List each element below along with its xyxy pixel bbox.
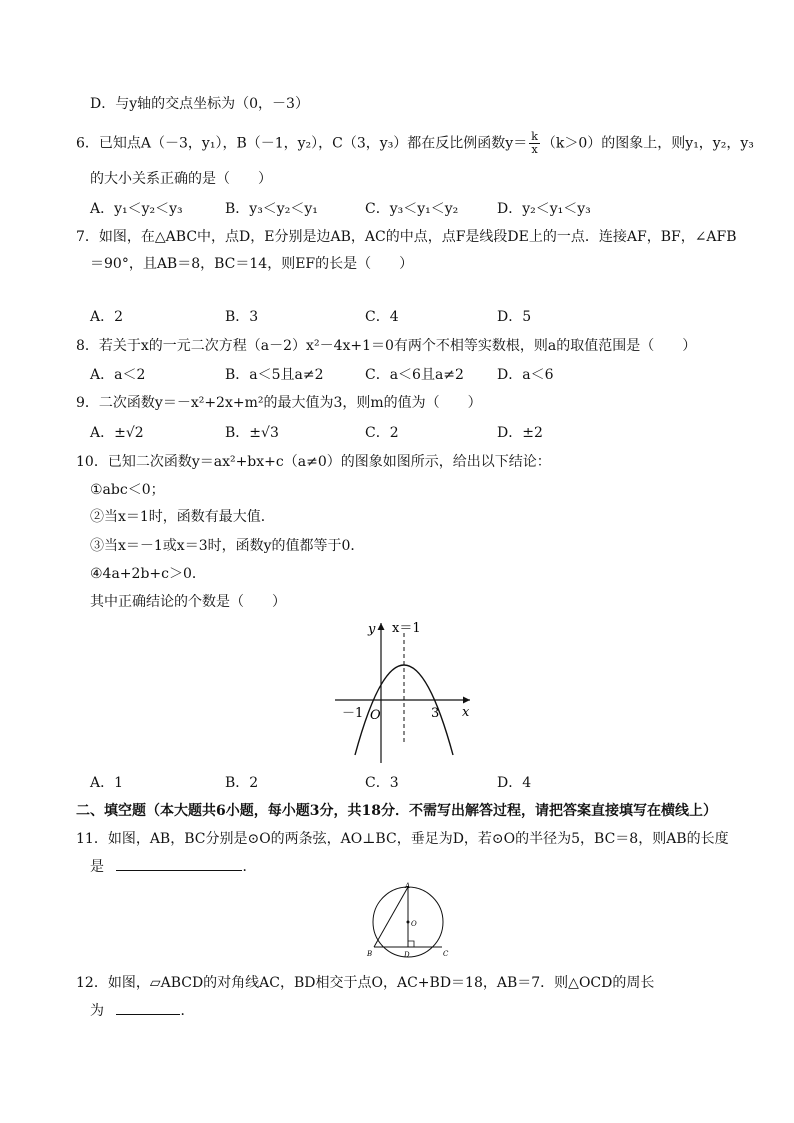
q6-fraction-denominator: x xyxy=(531,143,538,156)
q10-option-b: B．2 xyxy=(225,775,259,791)
q6-option-b: B．y₃＜y₂＜y₁ xyxy=(225,201,318,217)
q11-label-c: C xyxy=(443,950,449,958)
q8-option-b: B．a＜5且a≠2 xyxy=(225,367,324,383)
q11-label-d: D xyxy=(404,951,410,959)
q6-stem-part1: 6．已知点A（－3，y₁），B（－1，y₂），C（3，y₃）都在反比例函数y＝ xyxy=(76,135,528,152)
section-2-heading: 二、填空题（本大题共6小题，每小题3分，共18分．不需写出解答过程，请把答案直接填写在横线上） xyxy=(76,803,717,819)
q8-stem: 8．若关于x的一元二次方程（a－2）x²－4x+1＝0有两个不相等实数根，则a的取值范围是（ ） xyxy=(76,338,697,354)
q12-stem-text: 为 xyxy=(90,1003,104,1019)
q10-origin-label: O xyxy=(370,708,381,723)
q7-option-c: C．4 xyxy=(365,309,399,325)
q10-option-a: A．1 xyxy=(90,775,124,791)
q6-stem-line2: 的大小关系正确的是（ ） xyxy=(90,171,272,187)
q10-conclusion-3: ③当x＝－1或x＝3时，函数y的值都等于0． xyxy=(90,538,365,554)
q12-stem-line2 xyxy=(90,1002,194,1020)
q10-option-c: C．3 xyxy=(365,775,399,791)
q6-stem-part2: （k＞0）的图象上，则y₁，y₂，y₃ xyxy=(541,135,754,152)
q10-conclusion-2: ②当x＝1时，函数有最大值． xyxy=(90,509,275,525)
q11-label-a: A xyxy=(405,882,411,890)
q6-stem-line1 xyxy=(76,131,754,156)
q11-answer-blank[interactable] xyxy=(116,858,242,871)
q11-center-dot xyxy=(407,921,410,924)
q9-option-d: D．±2 xyxy=(497,425,543,441)
q11-stem-line1: 11．如图，AB，BC分别是⊙O的两条弦，AO⊥BC，垂足为D，若⊙O的半径为5，BC＝8，则AB的长度 xyxy=(76,831,729,847)
q10-option-d: D．4 xyxy=(497,775,532,791)
q11-stem-line2 xyxy=(90,858,256,876)
q10-question: 其中正确结论的个数是（ ） xyxy=(90,594,286,610)
q10-three-label: 3 xyxy=(431,706,440,721)
q10-x-label: x xyxy=(462,705,470,720)
q6-fraction xyxy=(529,131,540,156)
q8-option-d: D．a＜6 xyxy=(497,367,554,383)
q11-stem-text: 是 xyxy=(90,859,104,875)
q9-option-b: B．±√3 xyxy=(225,425,279,441)
q10-parabola-graph xyxy=(330,615,480,770)
q7-stem-line1: 7．如图，在△ABC中，点D，E分别是边AB，AC的中点，点F是线段DE上的一点．连接AF，BF，∠AFB xyxy=(76,229,737,245)
q10-neg-one-label: －1 xyxy=(342,706,364,721)
q11-chord-ab xyxy=(374,887,408,947)
q10-axis-label: x＝1 xyxy=(392,621,421,636)
q7-option-b: B．3 xyxy=(225,309,259,325)
q8-option-a: A．a＜2 xyxy=(90,367,146,383)
q12-stem-line1: 12．如图，▱ABCD的对角线AC，BD相交于点O，AC+BD＝18，AB＝7．则△OCD的周长 xyxy=(76,975,655,991)
q9-option-a: A．±√2 xyxy=(90,425,144,441)
q11-period: ． xyxy=(242,859,257,875)
q6-option-c: C．y₃＜y₁＜y₂ xyxy=(365,201,459,217)
q8-option-c: C．a＜6且a≠2 xyxy=(365,367,464,383)
q11-label-b: B xyxy=(367,950,373,958)
q11-circle-figure xyxy=(360,880,456,960)
q10-y-label: y xyxy=(368,622,376,637)
q11-right-angle-mark xyxy=(408,941,414,947)
q6-option-a: A．y₁＜y₂＜y₃ xyxy=(90,201,183,217)
q12-answer-blank[interactable] xyxy=(116,1002,180,1015)
q7-stem-line2: ＝90°，且AB＝8，BC＝14，则EF的长是（ ） xyxy=(90,256,414,272)
q10-conclusion-1: ①abc＜0； xyxy=(90,482,165,498)
q7-option-a: A．2 xyxy=(90,309,124,325)
q11-label-o: O xyxy=(411,920,417,928)
q9-option-c: C．2 xyxy=(365,425,399,441)
q12-period: ． xyxy=(180,1003,195,1019)
q6-fraction-numerator: k xyxy=(531,130,538,143)
q10-stem: 10．已知二次函数y＝ax²+bx+c（a≠0）的图象如图所示，给出以下结论： xyxy=(76,454,551,470)
q5-option-d: D．与y轴的交点坐标为（0，－3） xyxy=(90,96,309,112)
q10-conclusion-4: ④4a+2b+c＞0． xyxy=(90,566,206,582)
q9-stem: 9．二次函数y＝－x²+2x+m²的最大值为3，则m的值为（ ） xyxy=(76,395,482,411)
q6-option-d: D．y₂＜y₁＜y₃ xyxy=(497,201,591,217)
q7-option-d: D．5 xyxy=(497,309,532,325)
